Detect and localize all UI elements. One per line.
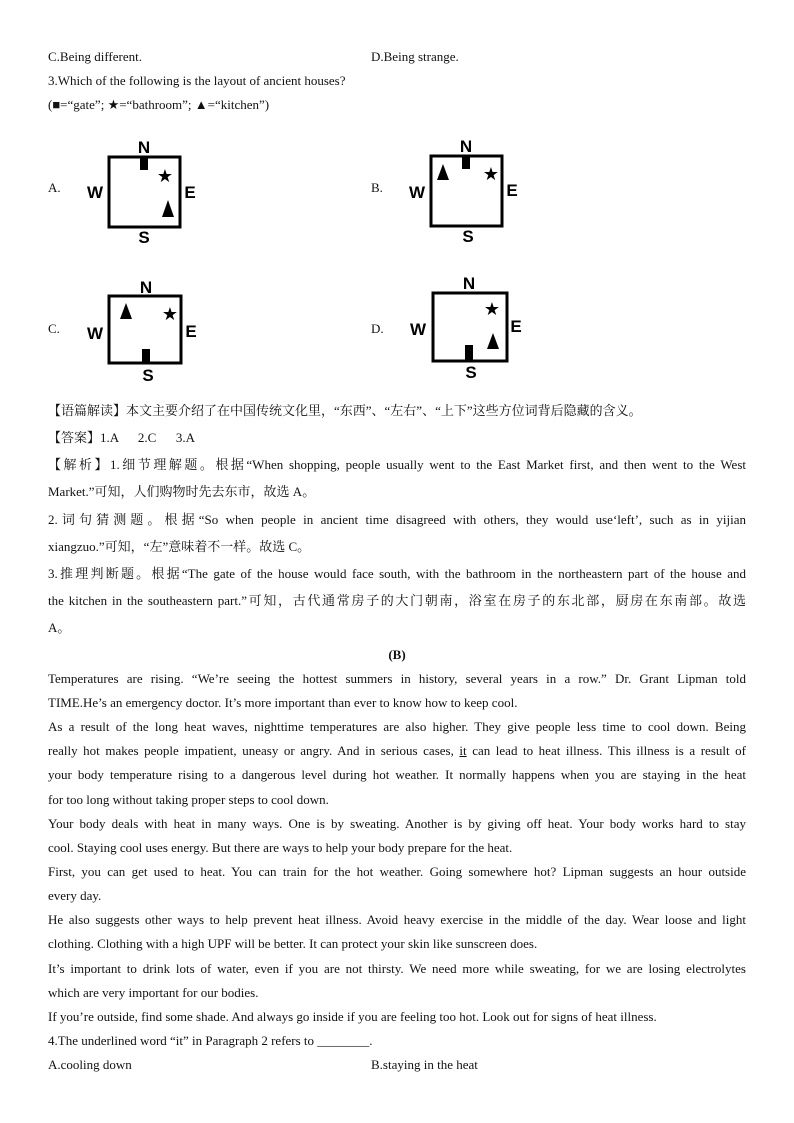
explanation-1-cont: Market.”可知，人们购物时先去东市，故选 A。 bbox=[48, 484, 316, 499]
compass-s: S bbox=[142, 366, 154, 385]
gate-icon bbox=[140, 157, 148, 170]
paragraph-4: First, you can get used to heat. You can train for the hot weather. Going somewhere hot? Lipman suggests an hour outside bbox=[48, 864, 746, 879]
compass-e: E bbox=[510, 317, 522, 336]
option-a-label: A. bbox=[48, 180, 61, 195]
compass-s: S bbox=[462, 227, 474, 246]
compass-w: W bbox=[409, 320, 427, 339]
option-a-map bbox=[84, 135, 204, 250]
explanation-2: 2.词句猜测题。根据“So when people in ancient time disagreed with others, they would use‘left’, such as in yijian bbox=[48, 512, 746, 527]
compass-e: E bbox=[185, 322, 197, 341]
option-d: D.Being strange. bbox=[371, 49, 459, 64]
compass-s: S bbox=[465, 363, 477, 382]
paragraph-1-cont: TIME.He’s an emergency doctor. It’s more important than ever to know how to keep cool. bbox=[48, 695, 518, 710]
paragraph-2: As a result of the long heat waves, nighttime temperatures are also higher. They give people less time to cool down. Being bbox=[48, 719, 746, 734]
compass-n: N bbox=[139, 278, 153, 297]
gate-icon bbox=[462, 156, 470, 169]
underlined-word: it bbox=[459, 743, 467, 758]
option-c-map bbox=[84, 277, 204, 385]
triangle-icon bbox=[437, 164, 449, 180]
star-icon: ★ bbox=[156, 166, 174, 186]
q4-option-b: B.staying in the heat bbox=[371, 1057, 478, 1072]
explanation-1: 【解析】1.细节理解题。根据“When shopping, people usually went to the East Market first, and then went to the West bbox=[48, 457, 746, 472]
explanation-3-cont: the kitchen in the southeastern part.”可知，古代通常房子的大门朝南，浴室在房子的东北部，厨房在东南部。故选 bbox=[48, 593, 746, 608]
paragraph-1: Temperatures are rising. “We’re seeing the hottest summers in history, several years in a row.” Dr. Grant Lipman told bbox=[48, 671, 746, 686]
paragraph-6-cont: which are very important for our bodies. bbox=[48, 985, 259, 1000]
text-segment: can lead to heat illness. This illness is a result of bbox=[466, 743, 746, 758]
option-c-label: C. bbox=[48, 321, 60, 336]
paragraph-2-line-3: your body temperature rising to a dangerous level during hot weather. It normally happens when you are staying in the heat bbox=[48, 767, 746, 782]
triangle-icon bbox=[162, 200, 174, 217]
paragraph-6: It’s important to drink lots of water, even if you are not thirsty. We need more while sweating, for we are losing electrolytes bbox=[48, 961, 746, 976]
compass-n: N bbox=[137, 138, 151, 157]
option-d-label: D. bbox=[371, 321, 384, 336]
explanation-2-cont: xiangzuo.”可知，“左”意味着不一样。故选 C。 bbox=[48, 539, 311, 554]
paragraph-3: Your body deals with heat in many ways. One is by sweating. Another is by giving off heat. Your body works hard to stay bbox=[48, 816, 746, 831]
paragraph-7: If you’re outside, find some shade. And always go inside if you are feeling too hot. Look out for signs of heat illness. bbox=[48, 1009, 657, 1024]
gate-icon bbox=[465, 345, 473, 361]
summary: 【语篇解读】本文主要介绍了在中国传统文化里，“东西”、“左右”、“上下”这些方位词背后隐藏的含义。 bbox=[48, 403, 642, 418]
triangle-icon bbox=[120, 303, 132, 319]
compass-w: W bbox=[86, 183, 104, 202]
paragraph-2-line-4: for too long without taking proper steps to cool down. bbox=[48, 792, 329, 807]
compass-w: W bbox=[408, 183, 426, 202]
compass-n: N bbox=[462, 274, 476, 293]
paragraph-5: He also suggests other ways to help prevent heat illness. Avoid heavy exercise in the middle of the day. Wear loose and light bbox=[48, 912, 746, 927]
compass-e: E bbox=[506, 181, 518, 200]
answer: 【答案】1.A 2.C 3.A bbox=[48, 430, 195, 445]
star-icon: ★ bbox=[483, 299, 501, 319]
paragraph-5-cont: clothing. Clothing with a high UPF will be better. It can protect your skin like sunscreen does. bbox=[48, 936, 538, 951]
triangle-icon bbox=[487, 333, 499, 349]
compass-s: S bbox=[138, 228, 150, 247]
section-heading: (B) bbox=[388, 647, 406, 662]
star-icon: ★ bbox=[482, 164, 500, 184]
legend: (■=“gate”; ★=“bathroom”; ▲=“kitchen”) bbox=[48, 97, 270, 112]
explanation-3: 3.推理判断题。根据“The gate of the house would face south, with the bathroom in the northeastern part of the house and bbox=[48, 566, 746, 581]
question-3: 3.Which of the following is the layout of ancient houses? bbox=[48, 73, 346, 88]
option-d-map bbox=[406, 271, 531, 383]
gate-icon bbox=[142, 349, 150, 363]
text-segment: really hot makes people impatient, uneasy or angry. And in serious cases, bbox=[48, 743, 460, 758]
paragraph-4-cont: every day. bbox=[48, 888, 102, 903]
question-4: 4.The underlined word “it” in Paragraph 2 refers to ________. bbox=[48, 1033, 373, 1048]
paragraph-2-line-2 bbox=[48, 743, 746, 759]
q4-option-a: A.cooling down bbox=[48, 1057, 132, 1072]
option-b-label: B. bbox=[371, 180, 383, 195]
compass-e: E bbox=[184, 183, 196, 202]
option-b-map bbox=[406, 134, 526, 249]
star-icon: ★ bbox=[161, 304, 179, 324]
paragraph-3-cont: cool. Staying cool uses energy. But there are ways to help your body prepare for the heat. bbox=[48, 840, 513, 855]
option-c: C.Being different. bbox=[48, 49, 142, 64]
explanation-3-end: A。 bbox=[48, 620, 71, 635]
compass-n: N bbox=[459, 137, 473, 156]
compass-w: W bbox=[86, 324, 104, 343]
